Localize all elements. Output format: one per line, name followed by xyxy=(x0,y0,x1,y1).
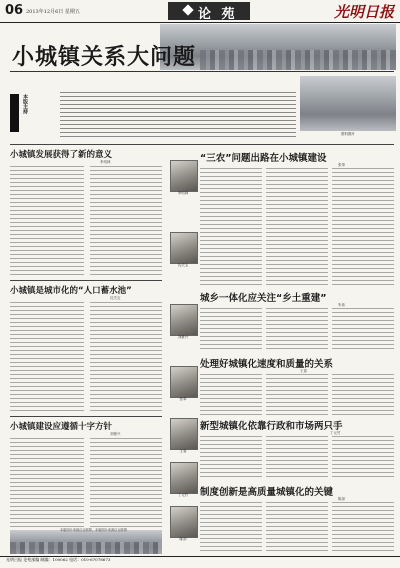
article-body xyxy=(200,374,262,416)
article-body xyxy=(332,374,394,416)
article-body xyxy=(10,302,84,412)
portrait-photo xyxy=(170,506,198,538)
article-byline: 丁元竹 xyxy=(330,431,341,435)
article-body xyxy=(10,166,84,276)
article-byline: 张奉 xyxy=(338,163,345,167)
bottom-photo-caption: 本版图片来源自互联网，本版图片来源自互联网 xyxy=(60,528,127,532)
article-headline: 城乡一体化应关注“乡土重建” xyxy=(200,293,327,304)
page-number: 06 xyxy=(5,3,24,18)
intro-photo-caption: 资料图片 xyxy=(341,132,355,136)
portrait-name: 李培林 xyxy=(177,191,189,195)
portrait-photo xyxy=(170,418,198,450)
article-byline: 刘豪兴 xyxy=(110,432,121,436)
article-byline: 朱伟 xyxy=(338,303,345,307)
portrait-photo xyxy=(170,366,198,398)
portrait-photo xyxy=(170,232,198,264)
portrait-photo xyxy=(170,160,198,192)
article-body xyxy=(200,308,262,352)
portrait-photo xyxy=(170,462,198,494)
portrait-name: 张奉 xyxy=(179,397,187,401)
article-headline: 小城镇发展获得了新的意义 xyxy=(10,150,113,160)
article-divider xyxy=(10,280,162,281)
article-body xyxy=(332,168,394,286)
article-body xyxy=(266,168,328,286)
section-title: 论 苑 xyxy=(198,7,238,22)
article-body xyxy=(200,502,262,554)
article-byline: 沈关宝 xyxy=(110,296,121,300)
article-body xyxy=(10,438,84,528)
section-banner xyxy=(168,2,250,20)
intro-label: 本版主持 xyxy=(22,94,28,114)
article-body xyxy=(200,168,262,286)
portrait-name: 王春 xyxy=(179,449,187,453)
portrait-name: 陈剑 xyxy=(179,537,187,541)
bottom-photo-skyline xyxy=(10,542,162,554)
issue-date: 2013年12月6日 星期五 xyxy=(26,9,80,15)
article-body xyxy=(266,436,328,480)
feature-title: 小城镇关系大问题 xyxy=(12,44,197,70)
article-body xyxy=(266,374,328,416)
page-footer xyxy=(0,556,400,568)
masthead-logo: 光明日报 xyxy=(333,3,394,21)
article-byline: 王春 xyxy=(300,369,307,373)
article-body xyxy=(332,308,394,352)
article-body xyxy=(332,502,394,554)
article-body xyxy=(90,302,162,412)
diamond-icon xyxy=(182,4,193,15)
article-body xyxy=(90,438,162,528)
article-headline: “三农”问题出路在小城镇建设 xyxy=(200,153,327,164)
intro-side-bar xyxy=(10,94,19,132)
footer-text: 光明日报 论苑部编 邮编：100062 电话：010-67078673 xyxy=(6,557,111,562)
portrait-name: 刘豪兴 xyxy=(177,335,189,339)
article-byline: 陈剑 xyxy=(338,497,345,501)
article-body xyxy=(332,436,394,480)
article-headline: 新型城镇化依靠行政和市场两只手 xyxy=(200,421,343,432)
article-headline: 小城镇建设应遵循十字方针 xyxy=(10,422,113,432)
portrait-name: 沈关宝 xyxy=(177,263,189,267)
article-body xyxy=(266,502,328,554)
header-photo-skyline xyxy=(200,50,396,70)
portrait-name: 丁元竹 xyxy=(177,493,189,497)
article-headline: 处理好城镇化速度和质量的关系 xyxy=(200,359,334,370)
title-rule xyxy=(10,71,394,72)
article-divider xyxy=(10,416,162,417)
article-body xyxy=(266,308,328,352)
portrait-photo xyxy=(170,304,198,336)
article-body xyxy=(90,166,162,276)
article-byline: 李培林 xyxy=(100,160,111,164)
article-headline: 小城镇是城市化的“人口蓄水池” xyxy=(10,286,132,296)
section-divider xyxy=(10,144,394,145)
intro-text xyxy=(60,92,296,138)
article-headline: 制度创新是高质量城镇化的关键 xyxy=(200,487,334,498)
article-body xyxy=(200,436,262,480)
intro-photo xyxy=(300,76,396,131)
